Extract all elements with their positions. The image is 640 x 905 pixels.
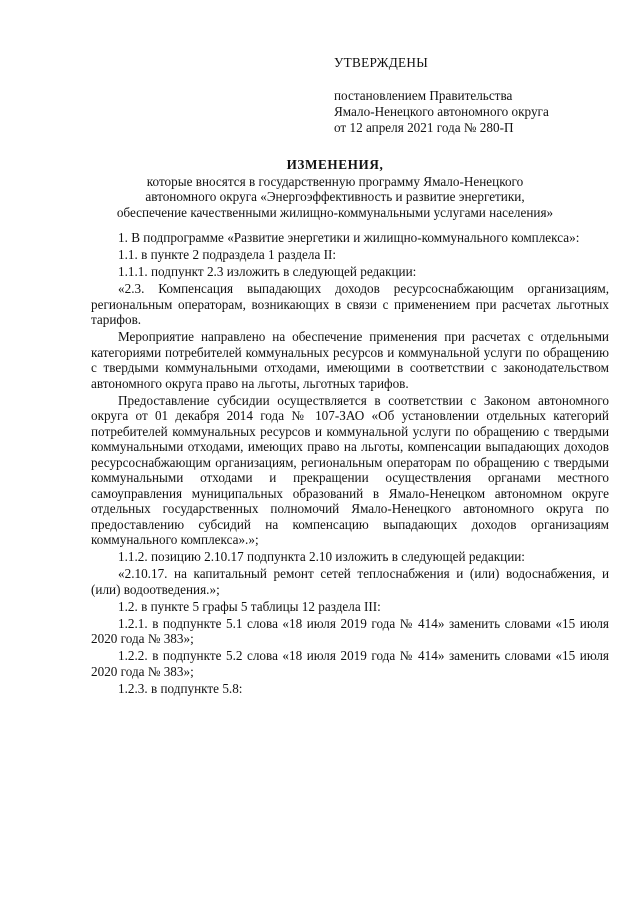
document-heading	[60, 157, 610, 220]
paragraph-2-3-text: «2.3. Компенсация выпадающих доходов ресурсоснабжающим организациям, региональным операторам, возникающих в связи с применением при расчетах льготных тарифов.	[91, 281, 609, 327]
heading-line: автономного округа «Энергоэффективность и развитие энергетики,	[145, 189, 525, 205]
paragraph-1-2-3: 1.2.3. в подпункте 5.8:	[118, 680, 243, 696]
approval-block	[334, 55, 624, 136]
paragraph-subsidy: Предоставление субсидии осуществляется в соответствии с Законом автономного округа от 01 декабря 2014 года № 107-ЗАО «Об установлении отдельных категорий потребителей коммунальных ресурсов и коммунальной услуги по обращению с твердыми коммунальными отходами, имеющих право на льготы, компенсации выпадающих доходов ресурсоснабжающим организациям, региональным операторам по обращению с твердыми коммунальными отходами и прекращении осуществления органами местного самоуправления муниципальных образований в Ямало-Ненецком автономном округе отдельных государственных полномочий Ямало-Ненецкого автономного округа по предоставлению субсидий на компенсацию выпадающих доходов организациям коммунального комплекса».»;	[91, 392, 609, 547]
heading-line: которые вносятся в государственную программу Ямало-Ненецкого	[146, 173, 524, 189]
document-title: ИЗМЕНЕНИЯ,	[286, 157, 384, 172]
approval-line: Ямало-Ненецкого автономного округа	[334, 104, 549, 119]
approval-line: от 12 апреля 2021 года № 280-П	[334, 120, 514, 135]
paragraph-measure: Мероприятие направлено на обеспечение применения при расчетах с отдельными категориями потребителей коммунальных ресурсов и коммунальной услуги по обращению с твердыми коммунальными отходами, имеющими в соответствии с законодательством автономного округа право на льготы, льготных тарифов.	[91, 329, 609, 391]
approval-line: постановлением Правительства	[334, 88, 513, 103]
paragraph-1: 1. В подпрограмме «Развитие энергетики и жилищно-коммунального комплекса»:	[118, 230, 580, 245]
approval-title: УТВЕРЖДЕНЫ	[334, 55, 429, 70]
paragraph-1-1-1: 1.1.1. подпункт 2.3 изложить в следующей редакции:	[118, 264, 417, 279]
paragraph-2-10-17: «2.10.17. на капитальный ремонт сетей теплоснабжения и (или) водоснабжения, и (или) водоотведения.»;	[91, 566, 609, 597]
paragraph-1-2-2: 1.2.2. в подпункте 5.2 слова «18 июля 2019 года № 414» заменить словами «15 июля 2020 года № 383»;	[91, 648, 609, 679]
document-body	[91, 230, 609, 698]
paragraph-1-2-1: 1.2.1. в подпункте 5.1 слова «18 июля 2019 года № 414» заменить словами «15 июля 2020 года № 383»;	[91, 615, 609, 646]
heading-line: обеспечение качественными жилищно-коммунальными услугами населения»	[116, 204, 554, 220]
paragraph-1-1: 1.1. в пункте 2 подраздела 1 раздела II:	[118, 247, 337, 262]
paragraph-1-1-2: 1.1.2. позицию 2.10.17 подпункта 2.10 изложить в следующей редакции:	[118, 549, 525, 564]
paragraph-1-2: 1.2. в пункте 5 графы 5 таблицы 12 раздела III:	[118, 598, 381, 614]
